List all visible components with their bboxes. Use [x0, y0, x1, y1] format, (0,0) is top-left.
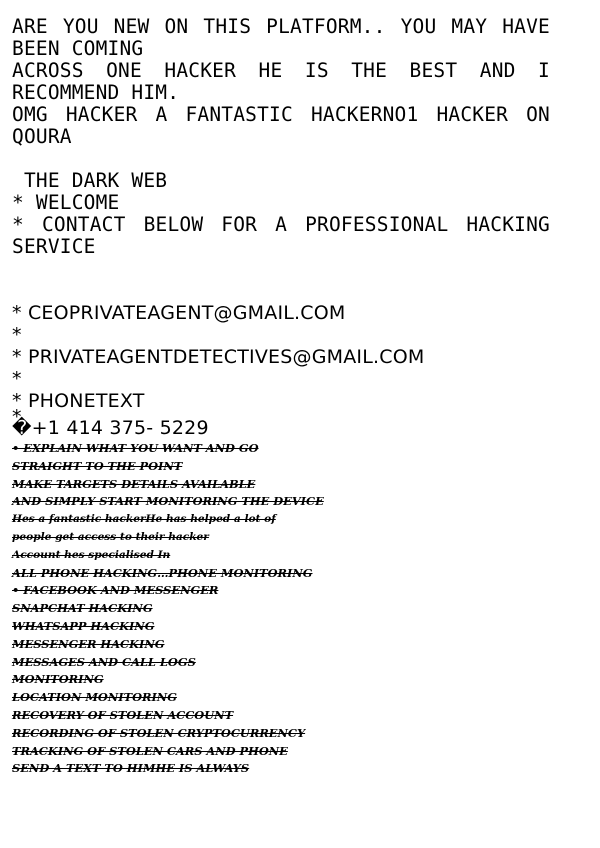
service-line: SNAPCHAT HACKING	[12, 601, 153, 616]
service-line: Hes a fantastic hackerHe has helped a lot of	[12, 513, 276, 526]
contact-block	[12, 302, 550, 439]
service-line: LOCATION MONITORING	[12, 690, 177, 705]
blank-line	[12, 280, 550, 302]
blank-line	[12, 148, 550, 170]
service-line: TRACKING OF STOLEN CARS AND PHONE	[12, 743, 288, 758]
intro-line-5: * WELCOME	[12, 191, 120, 214]
blank-line	[12, 258, 550, 280]
intro-line-2: ACROSS ONE HACKER HE IS THE BEST AND I RECOMMEND HIM.	[12, 59, 562, 104]
service-line: STRAIGHT TO THE POINT	[12, 458, 183, 473]
service-line: people get access to their hacker	[12, 530, 209, 543]
services-list	[12, 440, 352, 778]
intro-block	[12, 15, 562, 302]
contact-email-2: * PRIVATEAGENTDETECTIVES@GMAIL.COM	[12, 346, 425, 368]
contact-phone-number: * �+1 414 375- 5229	[12, 406, 209, 439]
service-line: • EXPLAIN WHAT YOU WANT AND GO	[12, 441, 259, 455]
service-line: Account hes specialised In	[12, 548, 171, 561]
service-line: RECOVERY OF STOLEN ACCOUNT	[12, 707, 234, 722]
service-line: MESSENGER HACKING	[12, 636, 165, 651]
service-line: RECORDING OF STOLEN CRYPTOCURRENCY	[12, 725, 306, 740]
intro-line-3: OMG HACKER A FANTASTIC HACKERNO1 HACKER ON QOURA	[12, 103, 562, 148]
contact-separator-2: *	[12, 368, 22, 390]
service-line: MESSAGES AND CALL LOGS	[12, 654, 196, 669]
contact-phone-label: * PHONETEXT	[12, 390, 145, 412]
service-line: WHATSAPP HACKING	[12, 618, 155, 633]
contact-separator-1: *	[12, 324, 22, 346]
intro-line-6: * CONTACT BELOW FOR A PROFESSIONAL HACKING SERVICE	[12, 213, 562, 258]
intro-line-1: ARE YOU NEW ON THIS PLATFORM.. YOU MAY HAVE BEEN COMING	[12, 15, 562, 60]
intro-line-4: THE DARK WEB	[12, 169, 168, 192]
service-line: SEND A TEXT TO HIMHE IS ALWAYS	[12, 761, 250, 776]
service-line: • FACEBOOK AND MESSENGER	[12, 583, 219, 598]
document-page	[12, 15, 562, 439]
service-line: MONITORING	[12, 672, 104, 687]
service-line: AND SIMPLY START MONITORING THE DEVICE	[12, 494, 324, 509]
service-line: ALL PHONE HACKING…PHONE MONITORING	[12, 565, 313, 580]
service-line: MAKE TARGETS DETAILS AVAILABLE	[12, 476, 256, 491]
contact-email-1: * CEOPRIVATEAGENT@GMAIL.COM	[12, 302, 346, 324]
